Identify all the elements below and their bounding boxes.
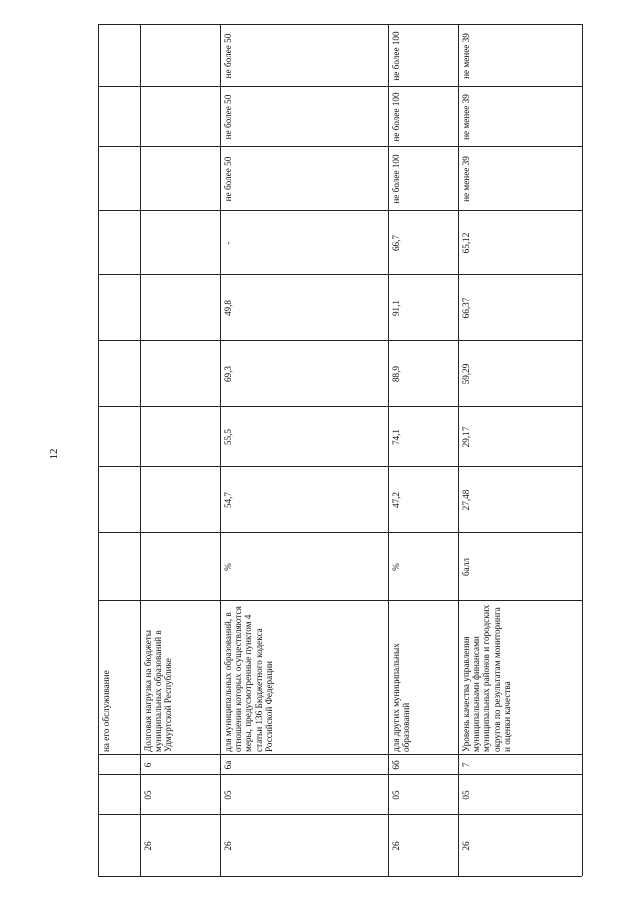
indicator-name: Уровень качества управления муниципальными финансами муниципальных районов и городских округов по результатам мониторинга и оценки качества: [461, 604, 512, 752]
value-1: 29,17: [461, 426, 471, 448]
code-indicator: 6а: [223, 760, 233, 770]
unit: балл: [461, 558, 471, 577]
code-subsection: 05: [223, 790, 233, 800]
code-indicator: 6б: [391, 760, 401, 770]
code-subsection: 05: [461, 790, 471, 800]
value-2: 88,9: [391, 365, 401, 383]
code-indicator: 6: [143, 762, 153, 768]
code-section: 26: [391, 841, 401, 851]
value-0: 27,48: [461, 489, 471, 511]
table-rule: [98, 876, 582, 877]
indicator-name: Долговая нагрузка на бюджеты муниципальных образований в Удмуртской Республике: [143, 630, 174, 752]
value-7: не менее 39: [461, 33, 471, 79]
code-subsection: 05: [143, 790, 153, 800]
code-section: 26: [143, 841, 153, 851]
code-section: 26: [461, 841, 471, 851]
code-subsection: 05: [391, 790, 401, 800]
value-0: 47,2: [391, 491, 401, 509]
value-1: 74,1: [391, 428, 401, 446]
value-5: не более 50: [223, 156, 233, 202]
indicator-name: для других муниципальных образований: [391, 643, 412, 752]
indicator-name: для муниципальных образований, в отношении которых осуществляются меры, предусмотренные пунктом 4 статьи 136 Бюджетного кодекса Российской Федерации: [223, 606, 274, 752]
unit: [140, 532, 220, 600]
value-7: не более 50: [223, 33, 233, 79]
value-4: 65,12: [461, 232, 471, 254]
value-0: 54,7: [223, 491, 233, 509]
prev-row-name: на его обслуживание: [101, 670, 111, 752]
value-3: 91,1: [391, 299, 401, 317]
value-7: не более 100: [391, 31, 401, 81]
value-1: 55,5: [223, 428, 233, 446]
value-3: 66,37: [461, 297, 471, 319]
indicator-table: [98, 24, 582, 876]
value-6: не более 50: [223, 94, 233, 140]
unit: %: [391, 563, 401, 571]
value-3: 49,8: [223, 299, 233, 317]
code-section: 26: [223, 841, 233, 851]
table-rule: [582, 24, 583, 876]
value-6: не менее 39: [461, 94, 471, 140]
unit: %: [223, 563, 233, 571]
value-4: -: [223, 241, 233, 245]
value-2: 69,3: [223, 365, 233, 383]
value-5: не более 100: [391, 154, 401, 204]
value-2: 59,29: [461, 363, 471, 385]
value-6: не более 100: [391, 92, 401, 142]
page-number: 12: [48, 448, 60, 460]
value-4: 66,7: [391, 234, 401, 252]
code-indicator: 7: [461, 762, 471, 768]
value-5: не менее 39: [461, 156, 471, 202]
